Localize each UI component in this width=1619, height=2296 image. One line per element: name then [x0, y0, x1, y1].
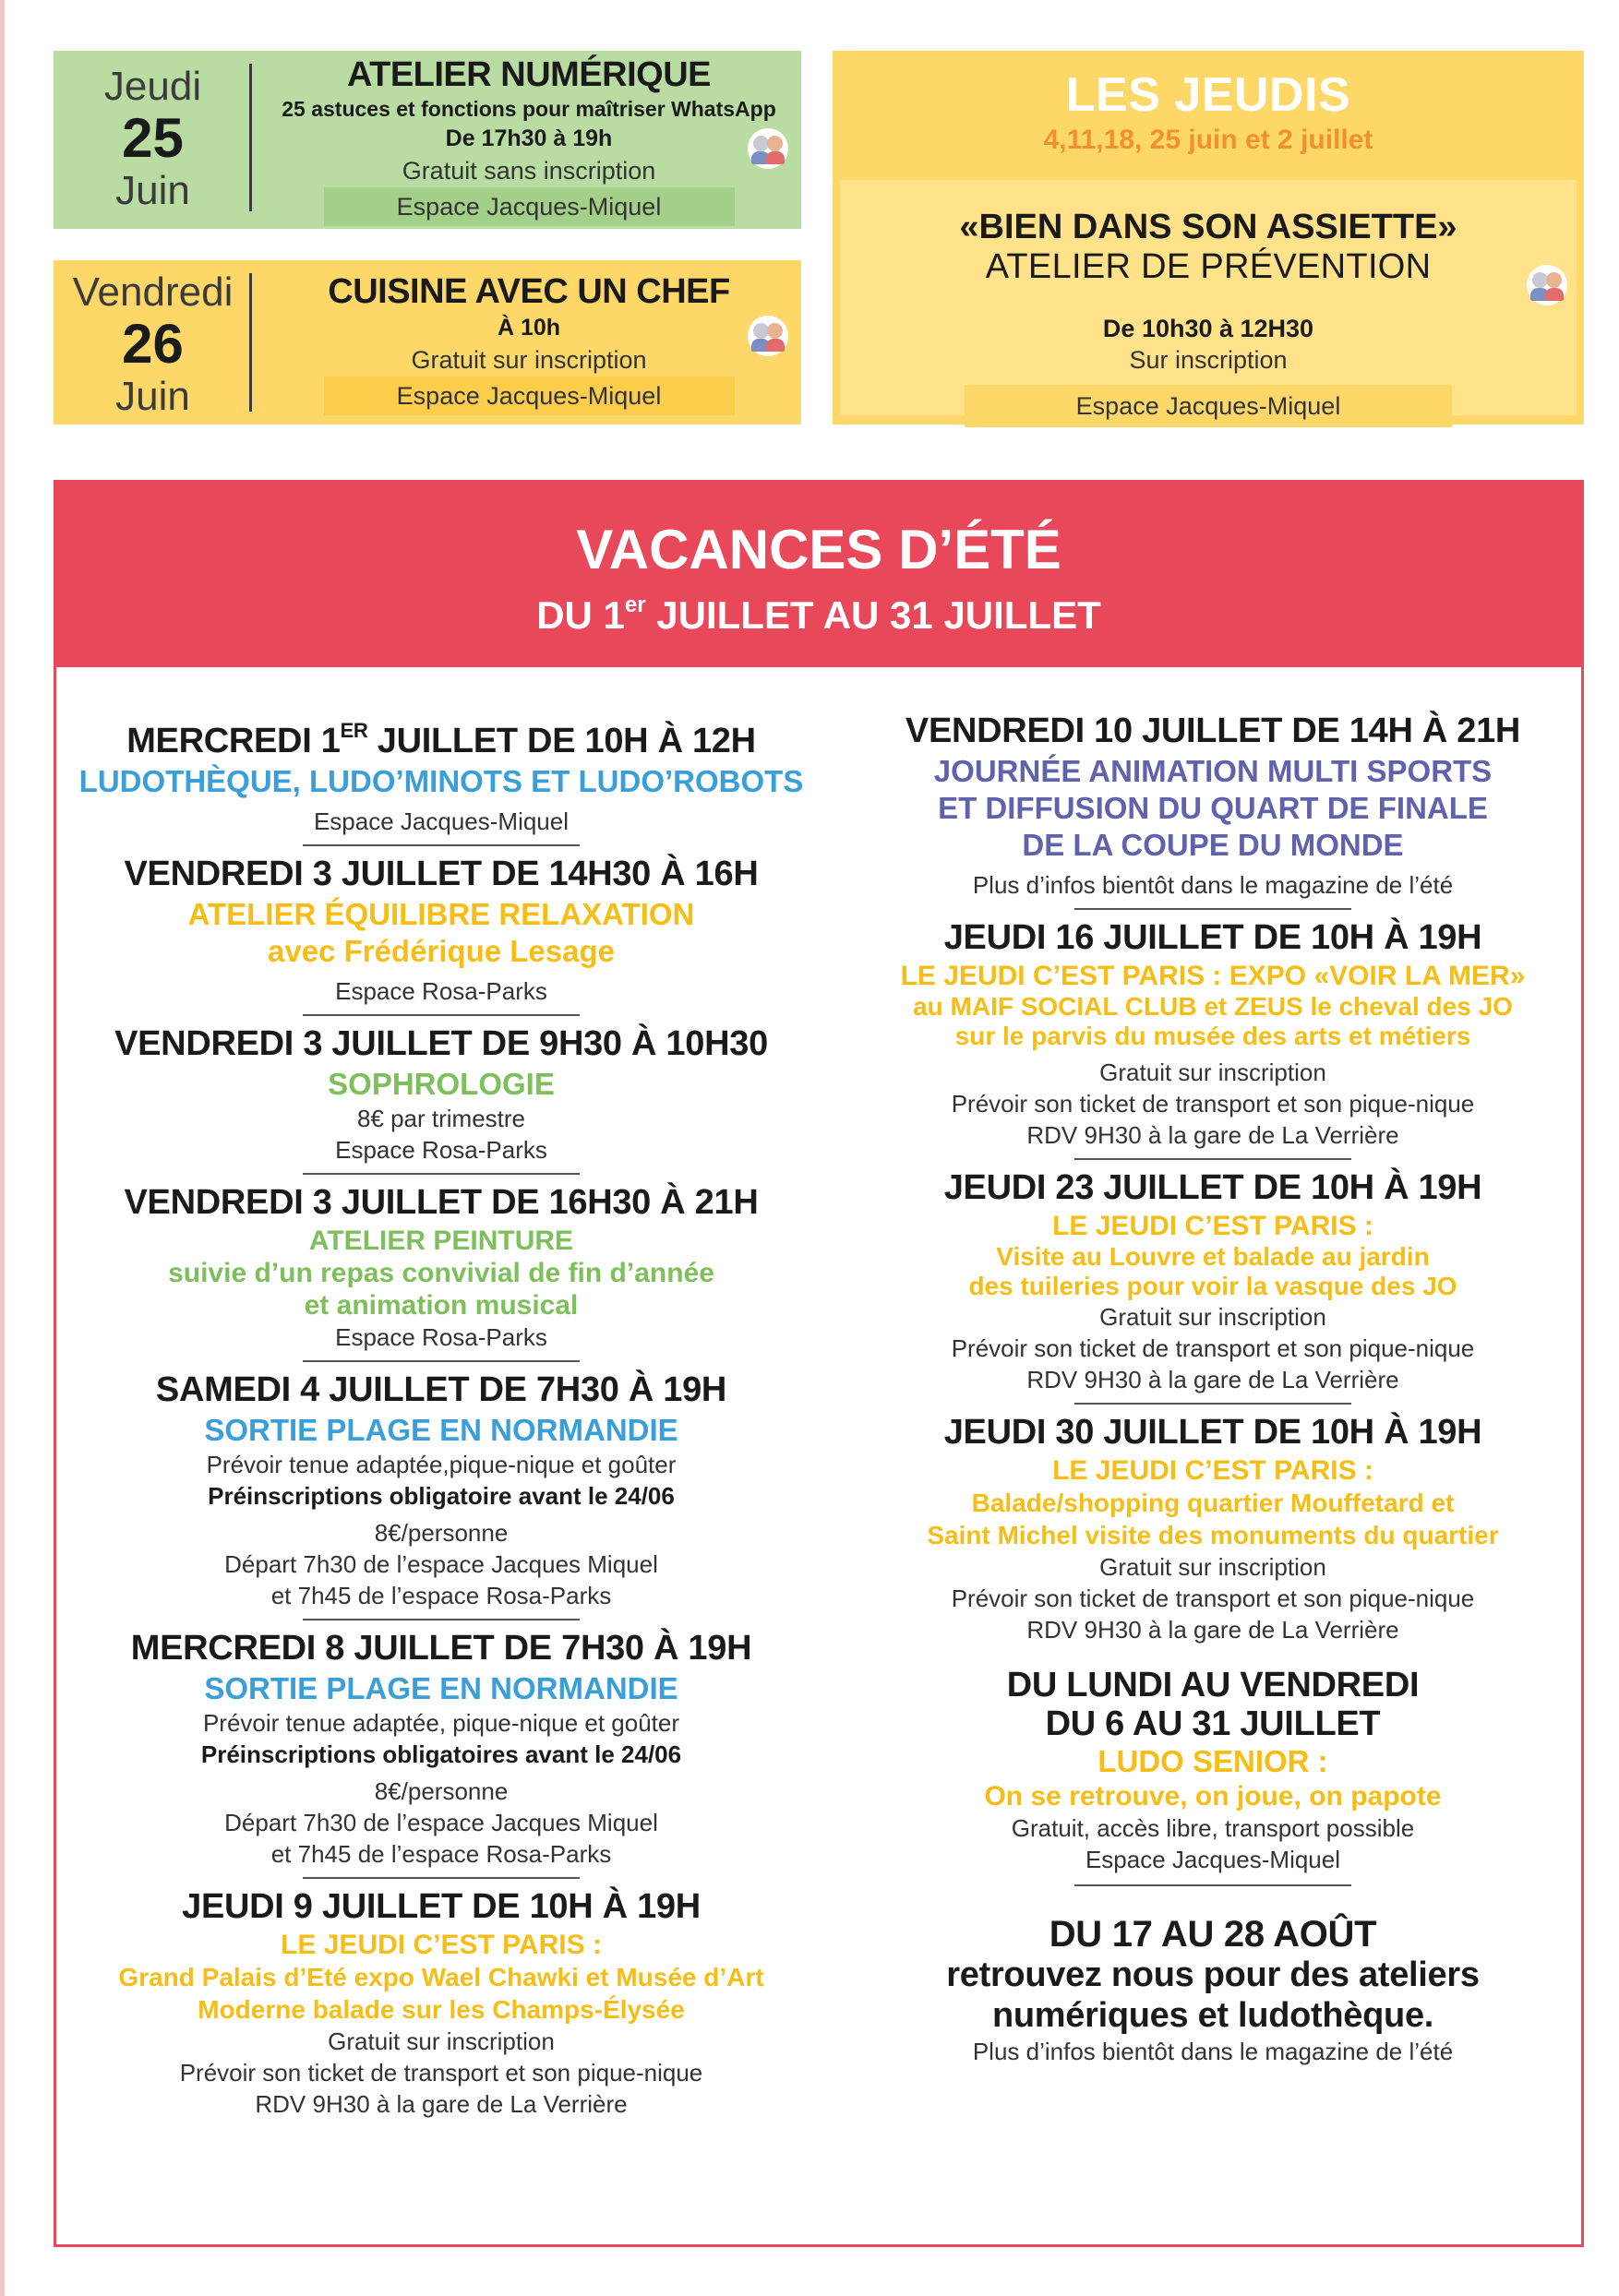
summer-left-column	[67, 709, 815, 2127]
page-edge-line	[0, 0, 5, 2296]
les-jeudis-header	[833, 51, 1584, 180]
event-departure: Départ 7h30 de l’espace Jacques Miquel	[224, 1809, 658, 1836]
event-activity-detail: Moderne balade sur les Champs-Élysée	[198, 1995, 685, 2024]
event-activity-detail: suivie d’un repas convivial de fin d’année	[168, 1258, 714, 1288]
event-time: À 10h	[497, 315, 561, 341]
event-activity: JOURNÉE ANIMATION MULTI SPORTS	[933, 754, 1493, 788]
les-jeudis-dates: 4,11,18, 25 juin et 2 juillet	[1043, 125, 1373, 155]
les-jeudis-details	[840, 180, 1577, 420]
event-time: De 17h30 à 19h	[445, 126, 613, 151]
event-date-number: 26	[122, 313, 184, 375]
event-activity: LE JEUDI C’EST PARIS : EXPO «VOIR LA MER»	[900, 961, 1526, 991]
event-heading: JEUDI 9 JUILLET DE 10H À 19H	[182, 1887, 701, 1926]
summer-event	[67, 1180, 815, 1353]
event-info: Prévoir son ticket de transport et son pique-nique	[179, 2059, 703, 2087]
event-activity-detail: des tuileries pour voir la vasque des JO	[968, 1272, 1457, 1300]
event-activity-detail: ET DIFFUSION DU QUART DE FINALE	[938, 791, 1488, 825]
summer-event	[850, 1666, 1576, 1875]
event-separator	[303, 1619, 580, 1620]
event-departure: et 7h45 de l’espace Rosa-Parks	[270, 1840, 612, 1868]
event-heading: VENDREDI 3 JUILLET DE 16H30 À 21H	[124, 1183, 759, 1222]
event-time: De 10h30 à 12H30	[1102, 315, 1314, 342]
event-heading: VENDREDI 3 JUILLET DE 9H30 À 10H30	[114, 1024, 768, 1063]
summer-event	[67, 709, 815, 837]
event-title: CUISINE AVEC UN CHEF	[328, 272, 730, 311]
event-info: Gratuit sur inscription	[328, 2027, 555, 2055]
summer-event	[850, 1914, 1576, 2067]
event-heading: DU 17 AU 28 AOÛT	[1049, 1914, 1377, 1955]
event-activity: LUDOTHÈQUE, LUDO’MINOTS ET LUDO’ROBOTS	[78, 764, 804, 798]
event-heading: MERCREDI 8 JUILLET DE 7H30 À 19H	[130, 1629, 752, 1668]
event-heading: MERCREDI 1ER JUILLET DE 10H À 12H	[126, 719, 756, 760]
date-separator	[249, 273, 252, 412]
event-card-cuisine	[54, 260, 801, 425]
event-activity: ATELIER PEINTURE	[308, 1226, 574, 1256]
event-title: ATELIER NUMÉRIQUE	[346, 55, 712, 94]
summer-event	[850, 915, 1576, 1151]
event-info: Gratuit sur inscription	[1099, 1553, 1326, 1581]
summer-event	[67, 1368, 815, 1611]
event-separator	[303, 844, 580, 846]
event-activity: SORTIE PLAGE EN NORMANDIE	[204, 1671, 678, 1705]
event-heading: JEUDI 23 JUILLET DE 10H À 19H	[943, 1168, 1482, 1207]
event-date-month: Juin	[115, 374, 190, 419]
event-date	[54, 51, 252, 229]
event-info: Gratuit sur inscription	[1099, 1303, 1326, 1331]
seniors-icon	[748, 316, 788, 356]
summer-header	[56, 483, 1581, 667]
event-activity: SORTIE PLAGE EN NORMANDIE	[204, 1413, 678, 1447]
event-details	[275, 271, 783, 415]
event-activity-detail: sur le parvis du musée des arts et métiers	[954, 1022, 1471, 1050]
event-separator	[1074, 908, 1351, 910]
event-date-number: 25	[122, 107, 184, 169]
event-place: Espace Jacques-Miquel	[324, 187, 735, 226]
event-price: 8€/personne	[374, 1777, 509, 1805]
event-activity-detail: et animation musical	[304, 1290, 579, 1321]
event-info: Prévoir son ticket de transport et son pique-nique	[951, 1334, 1475, 1362]
event-subtitle: ATELIER DE PRÉVENTION	[985, 247, 1432, 286]
event-activity-detail: avec Frédérique Lesage	[267, 934, 616, 968]
event-heading: SAMEDI 4 JUILLET DE 7H30 À 19H	[155, 1370, 727, 1409]
event-info: Gratuit sans inscription	[402, 157, 656, 185]
summer-event	[67, 852, 815, 1007]
event-departure: et 7h45 de l’espace Rosa-Parks	[270, 1582, 612, 1609]
event-place: Espace Rosa-Parks	[335, 977, 547, 1005]
event-activity: LUDO SENIOR :	[1097, 1744, 1328, 1778]
event-info: Prévoir son ticket de transport et son pique-nique	[951, 1090, 1475, 1118]
event-registration: Préinscriptions obligatoires avant le 24/06	[200, 1740, 682, 1768]
event-activity-detail: Grand Palais d’Eté expo Wael Chawki et Musée d’Art	[118, 1963, 764, 1991]
event-separator	[1074, 1403, 1351, 1405]
event-activity-detail: Saint Michel visite des monuments du quartier	[927, 1521, 1499, 1549]
event-place: Espace Rosa-Parks	[335, 1323, 547, 1351]
event-card-les-jeudis	[833, 51, 1584, 425]
event-text: numériques et ludothèque.	[991, 1996, 1434, 2035]
event-place: Espace Jacques-Miquel	[324, 377, 735, 415]
event-meeting-point: RDV 9H30 à la gare de La Verrière	[255, 2090, 628, 2118]
event-info: Sur inscription	[1129, 346, 1288, 374]
event-date-day: Jeudi	[103, 64, 202, 109]
event-separator	[303, 1360, 580, 1362]
summer-dates: DU 1er JUILLET AU 31 JUILLET	[536, 592, 1101, 637]
event-date-day: Vendredi	[72, 269, 234, 315]
event-info: Gratuit sur inscription	[1099, 1058, 1326, 1086]
summer-event	[850, 1166, 1576, 1395]
event-price: 8€ par trimestre	[356, 1105, 526, 1132]
event-activity: LE JEUDI C’EST PARIS :	[281, 1930, 602, 1960]
summer-event	[67, 1626, 815, 1870]
event-place: Espace Jacques-Miquel	[1085, 1846, 1341, 1873]
event-info: Plus d’infos bientôt dans le magazine de l’été	[972, 871, 1454, 899]
event-heading: JEUDI 16 JUILLET DE 10H À 19H	[943, 918, 1482, 957]
event-price: 8€/personne	[374, 1519, 509, 1547]
event-departure: Départ 7h30 de l’espace Jacques Miquel	[224, 1550, 658, 1578]
event-heading: VENDREDI 3 JUILLET DE 14H30 À 16H	[124, 855, 759, 893]
event-place: Espace Jacques-Miquel	[313, 807, 570, 835]
event-place: Espace Rosa-Parks	[335, 1136, 547, 1164]
event-info: Gratuit sur inscription	[411, 346, 647, 374]
event-activity-detail: Balade/shopping quartier Mouffetard et	[971, 1489, 1455, 1517]
event-meeting-point: RDV 9H30 à la gare de La Verrière	[1026, 1121, 1399, 1149]
event-heading: DU 6 AU 31 JUILLET	[1045, 1704, 1381, 1743]
event-subtitle: 25 astuces et fonctions pour maîtriser WhatsApp	[282, 97, 776, 121]
event-activity: SOPHROLOGIE	[328, 1067, 555, 1101]
event-place: Espace Jacques-Miquel	[965, 385, 1452, 427]
event-separator	[303, 1877, 580, 1879]
event-details	[275, 54, 783, 226]
les-jeudis-title: LES JEUDIS	[1065, 68, 1351, 122]
event-heading: VENDREDI 10 JUILLET DE 14H À 21H	[905, 712, 1521, 750]
event-date-month: Juin	[115, 168, 190, 213]
date-separator	[249, 64, 252, 211]
summer-event	[850, 1410, 1576, 1645]
event-separator	[1074, 1884, 1351, 1886]
event-info: Prévoir tenue adaptée,pique-nique et goûter	[206, 1451, 677, 1478]
event-card-atelier-numerique	[54, 51, 801, 229]
event-info: Plus d’infos bientôt dans le magazine de l’été	[972, 2038, 1454, 2065]
event-activity-detail: On se retrouve, on joue, on papote	[984, 1781, 1442, 1812]
event-activity: LE JEUDI C’EST PARIS :	[1052, 1211, 1373, 1241]
event-info: Gratuit, accès libre, transport possible	[1011, 1814, 1415, 1842]
summer-event	[67, 1022, 815, 1166]
event-activity-detail: DE LA COUPE DU MONDE	[1022, 828, 1404, 862]
event-separator	[1074, 1158, 1351, 1160]
event-info: Prévoir son ticket de transport et son pique-nique	[951, 1584, 1475, 1612]
summer-event	[67, 1884, 815, 2120]
event-title: «BIEN DANS SON ASSIETTE»	[959, 208, 1457, 246]
event-heading: JEUDI 30 JUILLET DE 10H À 19H	[943, 1413, 1482, 1452]
event-meeting-point: RDV 9H30 à la gare de La Verrière	[1026, 1366, 1399, 1393]
event-meeting-point: RDV 9H30 à la gare de La Verrière	[1026, 1616, 1399, 1644]
event-activity-detail: Visite au Louvre et balade au jardin	[996, 1242, 1430, 1271]
event-activity: ATELIER ÉQUILIBRE RELAXATION	[187, 897, 695, 931]
summer-title: VACANCES D’ÉTÉ	[576, 519, 1061, 580]
event-date	[54, 260, 252, 425]
event-activity-detail: au MAIF SOCIAL CLUB et ZEUS le cheval des JO	[913, 992, 1513, 1021]
event-heading: DU LUNDI AU VENDREDI	[1006, 1666, 1420, 1704]
event-separator	[303, 1014, 580, 1016]
event-registration: Préinscriptions obligatoire avant le 24/06	[208, 1482, 675, 1510]
summer-programme	[54, 480, 1584, 2247]
event-activity: LE JEUDI C’EST PARIS :	[1052, 1455, 1373, 1486]
event-separator	[303, 1173, 580, 1175]
event-text: retrouvez nous pour des ateliers	[946, 1955, 1480, 1994]
seniors-icon	[1527, 265, 1567, 305]
summer-right-column	[850, 709, 1576, 2075]
event-info: Prévoir tenue adaptée, pique-nique et goûter	[202, 1709, 680, 1737]
summer-event	[850, 709, 1576, 901]
seniors-icon	[748, 128, 788, 169]
